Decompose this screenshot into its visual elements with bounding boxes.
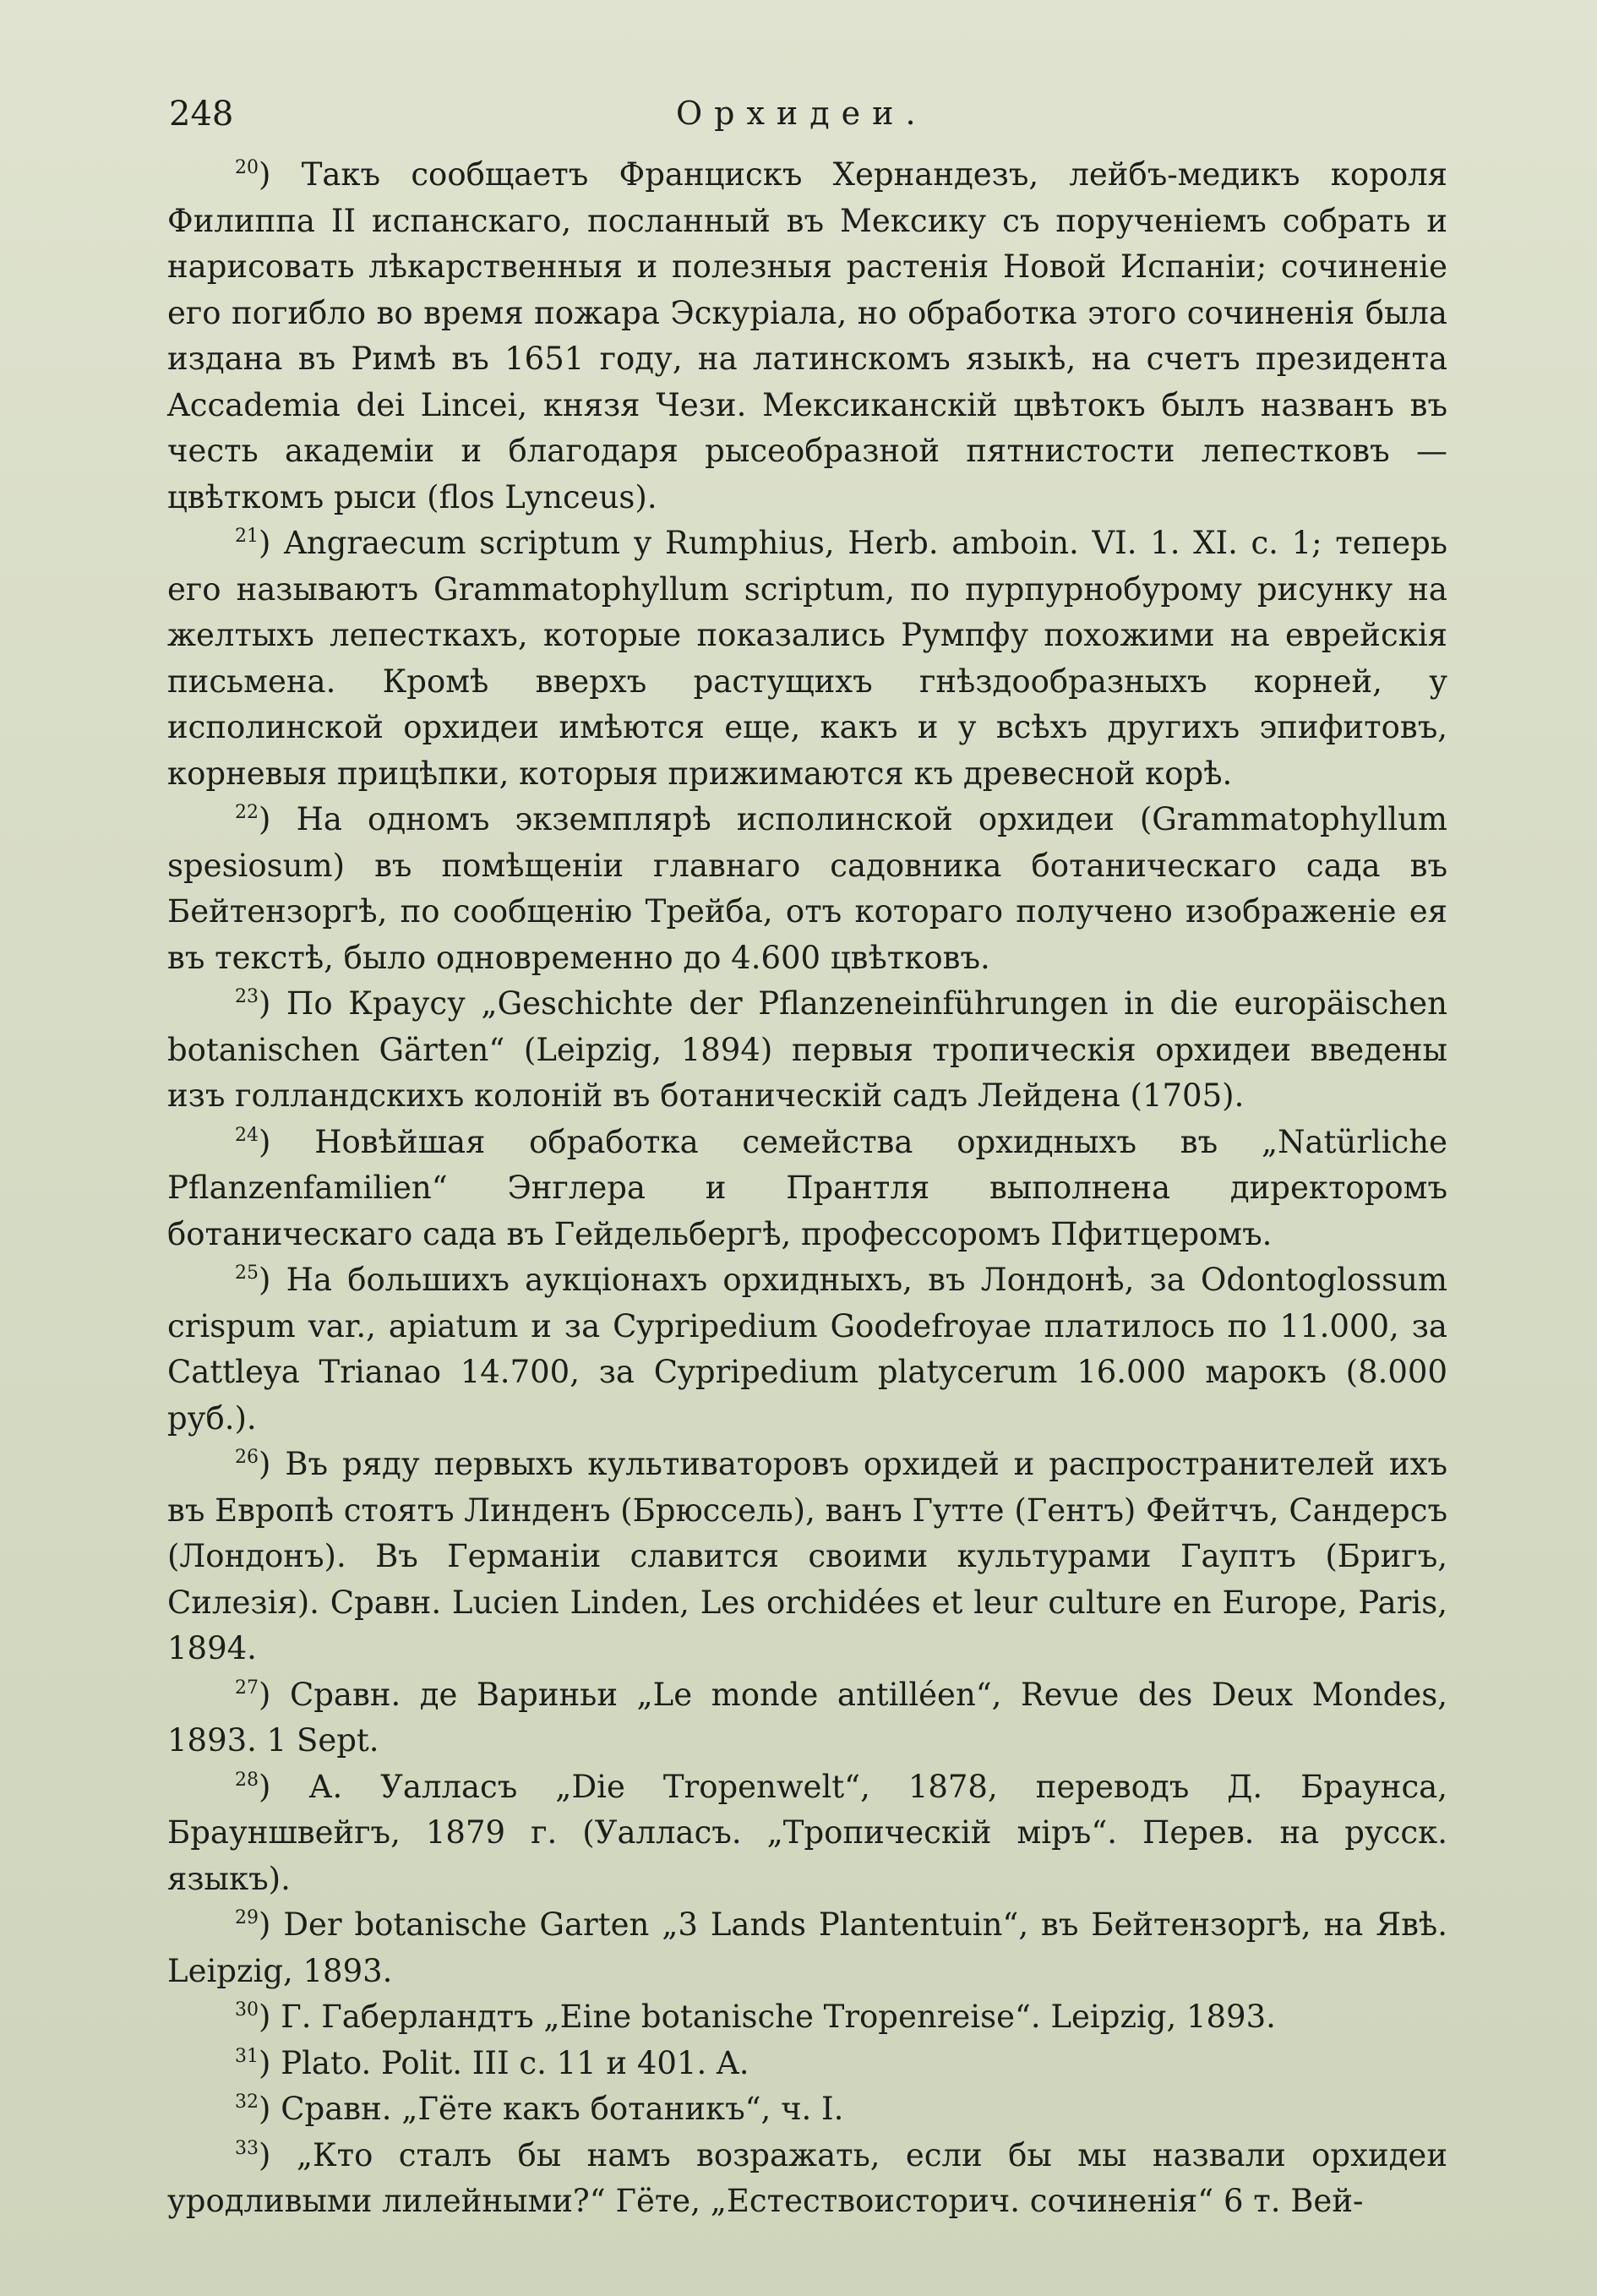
footnote-number: 32 [235, 2091, 259, 2113]
footnote: $^{32}$) Сравн. „Гёте какъ ботаникъ“, ч. I. [235, 2091, 844, 2127]
page-header [169, 95, 1436, 145]
footnote-text: А. Уалласъ „Die Tropenwelt“, 1878, переводъ Д. Браунса, Брауншвейгъ, 1879 г. (Уалласъ. „Тропическій міръ“. Перев. на русск. языкъ). [167, 1768, 1447, 1897]
footnote-number: 25 [235, 1263, 259, 1284]
footnote-text: На одномъ экземплярѣ исполинской орхидеи (Grammatophyllum spesiosum) въ помѣщеніи главнаго садовника ботаническаго сада въ Бейтензоргѣ, по сообщенію Трейба, отъ котораго получено изображеніе ея въ текстѣ, было одновременно до 4.600 цвѣтковъ. [167, 801, 1447, 976]
footnote-text: На большихъ аукціонахъ орхидныхъ, въ Лондонѣ, за Odontoglossum crispum var., apiatum и за Cypripedium Goodefroyae платилось по 11.000, за Cattleya Trianao 14.700, за Cypripedium platycerum 16.000 марокъ (8.000 руб.). [167, 1262, 1447, 1437]
footnote-text: Plato. Polit. III c. 11 и 401. A. [281, 2044, 749, 2081]
footnote-number: 29 [235, 1907, 259, 1928]
footnote-number: 26 [235, 1447, 259, 1468]
footnote-number: 33 [235, 2137, 259, 2159]
footnote: $^{31}$) Plato. Polit. III c. 11 и 401. A. [235, 2044, 749, 2081]
footnote: $^{20}$) Такъ сообщаетъ Францискъ Хернандезъ, лейбъ-медикъ короля Филиппа II испанскаго, посланный въ Мексику съ порученіемъ собрать и нарисовать лѣкарственныя и полезныя растенія Новой Испаніи; сочиненіе его погибло во время пожара Эскуріала, но обработка этого сочиненія была издана въ Римѣ въ 1651 году, на латинскомъ языкѣ, на счетъ президента Accademia dei Lincei, князя Чези. Мексиканскій цвѣтокъ былъ названъ въ честь академіи и благодаря рысеобразной пятнистости лепестковъ — цвѣткомъ рыси (flos Lynceus). [167, 156, 1448, 515]
footnote-text: Angraecum scriptum у Rumphius, Herb. amboin. VI. 1. XI. c. 1; теперь его называютъ Grammatophyllum scriptum, по пурпурнобурому рисунку на желтыхъ лепесткахъ, которые показались Румпфу похожими на еврейскія письмена. Кромѣ вверхъ растущихъ гнѣздообразныхъ корней, у исполинской орхидеи имѣются еще, какъ и у всѣхъ другихъ эпифитовъ, корневыя прицѣпки, которыя прижимаются къ древесной корѣ. [167, 525, 1447, 792]
footnote-text: Сравн. „Гёте какъ ботаникъ“, ч. I. [281, 2091, 844, 2127]
footnote-text: Въ ряду первыхъ культиваторовъ орхидей и распространителей ихъ въ Европѣ стоятъ Линденъ (Брюссель), ванъ Гутте (Гентъ) Фейтчъ, Сандерсъ (Лондонъ). Въ Германіи славится своими культурами Гауптъ (Бригъ, Силезія). Сравн. Lucien Linden, Les orchidées et leur culture en Europe, Paris, 1894. [167, 1446, 1447, 1666]
page-number: 248 [169, 95, 234, 134]
footnote-text: „Кто сталъ бы намъ возражать, если бы мы назвали орхидеи уродливыми лилейными?“ Гёте, „Естествоисторич. сочиненія“ 6 т. Вей- [167, 2136, 1447, 2219]
footnote: $^{27}$) Сравн. де Вариньи „Le monde antilléen“, Revue des Deux Mondes, 1893. 1 Sept. [167, 1676, 1447, 1759]
footnote-text: Такъ сообщаетъ Францискъ Хернандезъ, лейбъ-медикъ короля Филиппа II испанскаго, посланный въ Мексику съ порученіемъ собрать и нарисовать лѣкарственныя и полезныя растенія Новой Испаніи; сочиненіе его погибло во время пожара Эскуріала, но обработка этого сочиненія была издана въ Римѣ въ 1651 году, на латинскомъ языкѣ, на счетъ президента Accademia dei Lincei, князя Чези. Мексиканскій цвѣтокъ былъ названъ въ честь академіи и благодаря рысеобразной пятнистости лепестковъ — цвѣткомъ рыси (flos Lynceus). [167, 156, 1448, 515]
footnote: $^{24}$) Новѣйшая обработка семейства орхидныхъ въ „Natürliche Pflanzenfamilien“ Энглера и Прантля выполнена директоромъ ботаническаго сада въ Гейдельбергѣ, профессоромъ Пфитцеромъ. [167, 1123, 1448, 1252]
footnote: $^{30}$) Г. Габерландтъ „Eine botanische Tropenreise“. Leipzig, 1893. [235, 1999, 1276, 2035]
footnote-number: 23 [235, 986, 259, 1007]
footnote: $^{22}$) На одномъ экземплярѣ исполинской орхидеи (Grammatophyllum spesiosum) въ помѣщеніи главнаго садовника ботаническаго сада въ Бейтензоргѣ, по сообщенію Трейба, отъ котораго получено изображеніе ея въ текстѣ, было одновременно до 4.600 цвѣтковъ. [167, 801, 1447, 976]
footnote: $^{33}$) „Кто сталъ бы намъ возражать, если бы мы назвали орхидеи уродливыми лилейными?“ Гёте, „Естествоисторич. сочиненія“ 6 т. Вей- [167, 2136, 1447, 2219]
footnote-number: 24 [235, 1124, 259, 1146]
footnote-number: 21 [235, 526, 259, 547]
footnote: $^{28}$) А. Уалласъ „Die Tropenwelt“, 1878, переводъ Д. Браунса, Брауншвейгъ, 1879 г. (Уалласъ. „Тропическій міръ“. Перев. на русск. языкъ). [167, 1768, 1447, 1897]
footnote-number: 28 [235, 1769, 259, 1791]
footnote-number: 30 [235, 1999, 259, 2021]
footnote: $^{25}$) На большихъ аукціонахъ орхидныхъ, въ Лондонѣ, за Odontoglossum crispum var., apiatum и за Cypripedium Goodefroyae платилось по 11.000, за Cattleya Trianao 14.700, за Cypripedium platycerum 16.000 марокъ (8.000 руб.). [167, 1262, 1447, 1437]
footnote-number: 27 [235, 1677, 259, 1699]
footnote-text: Der botanische Garten „3 Lands Plantentuin“, въ Бейтензоргѣ, на Явѣ. Leipzig, 1893. [167, 1906, 1447, 1989]
footnote-text: Сравн. де Вариньи „Le monde antilléen“, Revue des Deux Mondes, 1893. 1 Sept. [167, 1676, 1447, 1759]
running-title: Орхидеи. [676, 95, 928, 132]
footnote: $^{26}$) Въ ряду первыхъ культиваторовъ орхидей и распространителей ихъ въ Европѣ стоятъ Линденъ (Брюссель), ванъ Гутте (Гентъ) Фейтчъ, Сандерсъ (Лондонъ). Въ Германіи славится своими культурами Гауптъ (Бригъ, Силезія). Сравн. Lucien Linden, Les orchidées et leur culture en Europe, Paris, 1894. [167, 1446, 1447, 1666]
footnote-text: По Краусу „Geschichte der Pflanzeneinführungen in die europäischen botanischen Gärten“ (Leipzig, 1894) первыя тропическія орхидеи введены изъ голландскихъ колоній въ ботаническій садъ Лейдена (1705). [167, 985, 1447, 1114]
footnote-number: 22 [235, 802, 259, 823]
footnote-number: 31 [235, 2045, 259, 2067]
footnote-number: 20 [235, 157, 259, 178]
footnote: $^{21}$) Angraecum scriptum у Rumphius, Herb. amboin. VI. 1. XI. c. 1; теперь его называютъ Grammatophyllum scriptum, по пурпурнобурому рисунку на желтыхъ лепесткахъ, которые показались Румпфу похожими на еврейскія письмена. Кромѣ вверхъ растущихъ гнѣздообразныхъ корней, у исполинской орхидеи имѣются еще, какъ и у всѣхъ другихъ эпифитовъ, корневыя прицѣпки, которыя прижимаются къ древесной корѣ. [167, 525, 1447, 792]
footnote-text: Г. Габерландтъ „Eine botanische Tropenreise“. Leipzig, 1893. [281, 1999, 1276, 2035]
footnote: $^{23}$) По Краусу „Geschichte der Pflanzeneinführungen in die europäischen botanischen Gärten“ (Leipzig, 1894) первыя тропическія орхидеи введены изъ голландскихъ колоній въ ботаническій садъ Лейдена (1705). [167, 985, 1447, 1114]
footnotes [167, 152, 1447, 2225]
footnote-text: Новѣйшая обработка семейства орхидныхъ въ „Natürliche Pflanzenfamilien“ Энглера и Прантля выполнена директоромъ ботаническаго сада въ Гейдельбергѣ, профессоромъ Пфитцеромъ. [167, 1123, 1448, 1252]
footnote: $^{29}$) Der botanische Garten „3 Lands Plantentuin“, въ Бейтензоргѣ, на Явѣ. Leipzig, 1893. [167, 1906, 1447, 1989]
